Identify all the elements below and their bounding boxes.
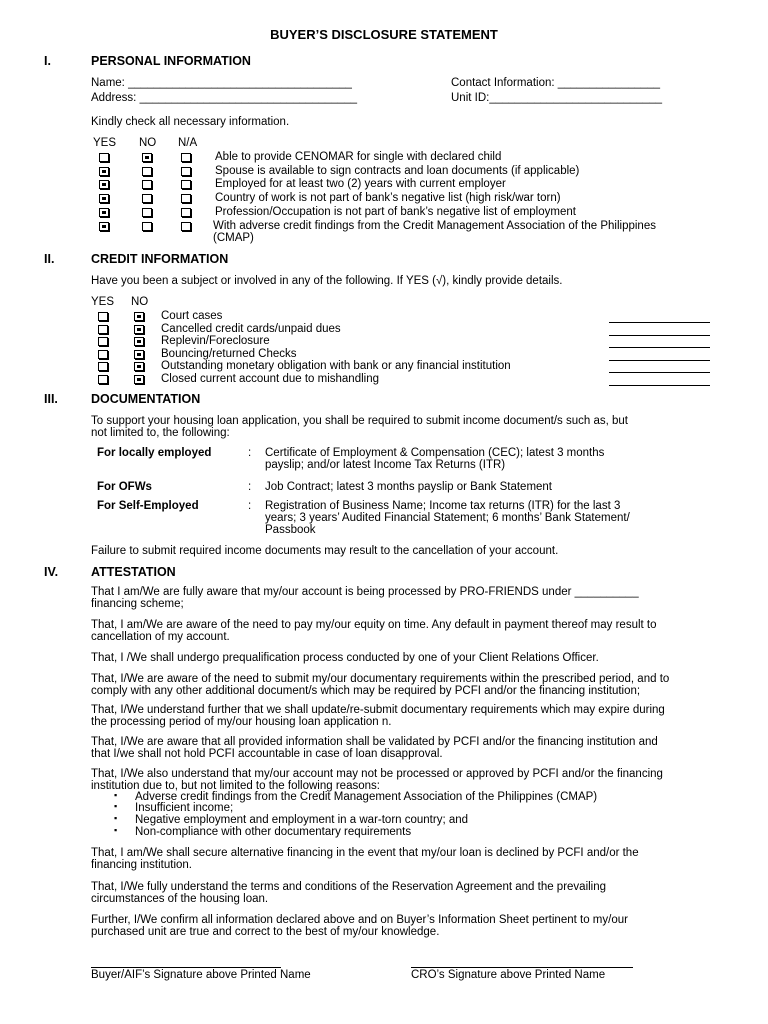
credit-yes-checkbox-3[interactable] [98,337,108,346]
checkbox-no-2[interactable] [142,167,152,176]
credit-details-line[interactable] [609,334,710,336]
section-3-number: III. [44,392,58,406]
credit-yes-checkbox-6[interactable] [98,375,108,384]
buyer-signature-line[interactable] [91,966,281,968]
section-2-number: II. [44,252,55,266]
attestation-p6-line1: That, I/We are aware that all provided information shall be validated by PCFI and/or the financing institution and [91,736,658,748]
credit-no-checkbox-5[interactable] [134,362,144,371]
credit-col-no: NO [131,296,149,308]
credit-no-checkbox-1[interactable] [134,312,144,321]
doc-row-separator: : [248,481,252,493]
checkbox-no-5[interactable] [142,208,152,217]
doc-row-text-1: Certificate of Employment & Compensation (CEC); latest 3 months [265,447,605,459]
attestation-p6-line2: that I/we shall not hold PCFI accountable in case of loan disapproval. [91,748,443,760]
checkbox-no-1[interactable] [142,153,152,162]
attestation-p8-line2: financing institution. [91,859,193,871]
credit-yes-checkbox-1[interactable] [98,312,108,321]
doc-row-text-1: Job Contract; latest 3 months payslip or Bank Statement [265,481,553,493]
checkbox-yes-2[interactable] [99,167,109,176]
credit-item-text: Outstanding monetary obligation with bank or any financial institution [161,360,511,372]
checkbox-na-4[interactable] [181,194,191,203]
buyer-signature-label: Buyer/AIF’s Signature above Printed Name [91,969,311,981]
cro-signature-line[interactable] [411,966,633,968]
doc-row-label: For OFWs [97,481,152,493]
credit-col-yes: YES [91,296,115,308]
section-4-number: IV. [44,565,59,579]
section-1-heading: PERSONAL INFORMATION [91,54,251,68]
checkbox-no-3[interactable] [142,180,152,189]
checkbox-na-6[interactable] [181,222,191,231]
doc-row-separator: : [248,447,252,459]
checkbox-na-3[interactable] [181,180,191,189]
checkbox-yes-3[interactable] [99,180,109,189]
bullet-icon: ▪ [114,801,118,811]
reason-item: Adverse credit findings from the Credit Management Association of the Philippines (CMAP) [135,791,598,803]
checklist-item-text: Able to provide CENOMAR for single with declared child [215,151,502,163]
checkbox-yes-6[interactable] [99,222,109,231]
bullet-icon: ▪ [114,825,118,835]
documentation-intro-1: To support your housing loan application, you shall be required to submit income document/s such as, but [91,415,628,427]
cro-signature-label: CRO’s Signature above Printed Name [411,969,606,981]
bullet-icon: ▪ [114,790,118,800]
checkbox-na-1[interactable] [181,153,191,162]
credit-details-line[interactable] [609,321,710,323]
col-header-na: N/A [178,137,198,149]
checklist-item-text-cont: (CMAP) [213,232,254,244]
attestation-p1-line1: That I am/We are fully aware that my/our account is being processed by PRO-FRIENDS under __________ [91,586,639,598]
checklist-item-text: Employed for at least two (2) years with current employer [215,178,506,190]
reason-item: Insufficient income; [135,802,234,814]
doc-row-label: For Self-Employed [97,500,199,512]
doc-row-label: For locally employed [97,447,212,459]
bullet-icon: ▪ [114,813,118,823]
doc-row-text-2: payslip; and/or latest Income Tax Returns (ITR) [265,459,506,471]
attestation-p5-line2: the processing period of my/our housing loan application n. [91,716,392,728]
section-4-heading: ATTESTATION [91,565,176,579]
checkbox-na-5[interactable] [181,208,191,217]
checkbox-yes-4[interactable] [99,194,109,203]
failure-notice: Failure to submit required income documents may result to the cancellation of your account. [91,545,559,557]
attestation-p7-line2: institution due to, but not limited to the following reasons: [91,780,380,792]
document-title: BUYER’S DISCLOSURE STATEMENT [270,27,498,42]
documentation-intro-2: not limited to, the following: [91,427,230,439]
doc-row-text-2: years; 3 years’ Audited Financial Statement; 6 months’ Bank Statement/ [265,512,630,524]
attestation-p4-line2: comply with any other additional document/s which may be required by PCFI and/or the financing institution; [91,685,641,697]
address-field[interactable]: Address: __________________________________ [91,92,358,104]
unit-id-field[interactable]: Unit ID:___________________________ [451,92,663,104]
section-2-heading: CREDIT INFORMATION [91,252,229,266]
attestation-p10-line1: Further, I/We confirm all information declared above and on Buyer’s Information Sheet pertinent to my/our [91,914,628,926]
attestation-p3: That, I /We shall undergo prequalification process conducted by one of your Client Relations Officer. [91,652,599,664]
credit-yes-checkbox-5[interactable] [98,362,108,371]
attestation-p4-line1: That, I/We are aware of the need to submit my/our documentary requirements within the prescribed period, and to [91,673,670,685]
checkbox-yes-5[interactable] [99,208,109,217]
checkbox-yes-1[interactable] [99,153,109,162]
attestation-p1-line2: financing scheme; [91,598,184,610]
doc-row-text-1: Registration of Business Name; Income tax returns (ITR) for the last 3 [265,500,621,512]
credit-yes-checkbox-4[interactable] [98,350,108,359]
checkbox-no-4[interactable] [142,194,152,203]
checklist-item-text: With adverse credit findings from the Credit Management Association of the Philippines [213,220,656,232]
checklist-item-text: Spouse is available to sign contracts and loan documents (if applicable) [215,165,580,177]
doc-row-separator: : [248,500,252,512]
credit-details-line[interactable] [609,371,710,373]
credit-no-checkbox-6[interactable] [134,375,144,384]
section-1-number: I. [44,54,51,68]
attestation-p5-line1: That, I/We understand further that we shall update/re-submit documentary requirements which may expire during [91,704,665,716]
col-header-yes: YES [93,137,117,149]
credit-yes-checkbox-2[interactable] [98,325,108,334]
attestation-p9-line2: circumstances of the housing loan. [91,893,269,905]
credit-no-checkbox-2[interactable] [134,325,144,334]
checklist-item-text: Profession/Occupation is not part of bank’s negative list of employment [215,206,576,218]
credit-item-text: Replevin/Foreclosure [161,335,270,347]
reason-item: Negative employment and employment in a war-torn country; and [135,814,469,826]
credit-details-line[interactable] [609,346,710,348]
checkbox-no-6[interactable] [142,222,152,231]
attestation-p2-line1: That, I am/We are aware of the need to pay my/our equity on time. Any default in payment thereof may result to [91,619,657,631]
name-field[interactable]: Name: ___________________________________ [91,77,352,89]
attestation-p10-line2: purchased unit are true and correct to the best of my/our knowledge. [91,926,440,938]
attestation-p7-line1: That, I/We also understand that my/our account may not be processed or approved by PCFI and/or the financing [91,768,663,780]
credit-details-line[interactable] [609,384,710,386]
credit-no-checkbox-4[interactable] [134,350,144,359]
credit-item-text: Court cases [161,310,223,322]
doc-row-text-3: Passbook [265,524,316,536]
credit-item-text: Bouncing/returned Checks [161,348,297,360]
reason-item: Non-compliance with other documentary requirements [135,826,412,838]
section-1-instruction: Kindly check all necessary information. [91,116,290,128]
credit-question: Have you been a subject or involved in any of the following. If YES (√), kindly provide details. [91,275,563,287]
contact-field[interactable]: Contact Information: ________________ [451,77,661,89]
credit-item-text: Cancelled credit cards/unpaid dues [161,323,341,335]
attestation-p2-line2: cancellation of my account. [91,631,230,643]
attestation-p9-line1: That, I/We fully understand the terms and conditions of the Reservation Agreement and the prevailing [91,881,607,893]
credit-item-text: Closed current account due to mishandling [161,373,379,385]
col-header-no: NO [139,137,157,149]
credit-details-line[interactable] [609,359,710,361]
credit-no-checkbox-3[interactable] [134,337,144,346]
checkbox-na-2[interactable] [181,167,191,176]
section-3-heading: DOCUMENTATION [91,392,201,406]
checklist-item-text: Country of work is not part of bank’s negative list (high risk/war torn) [215,192,561,204]
attestation-p8-line1: That, I am/We shall secure alternative financing in the event that my/our loan is declined by PCFI and/or the [91,847,639,859]
